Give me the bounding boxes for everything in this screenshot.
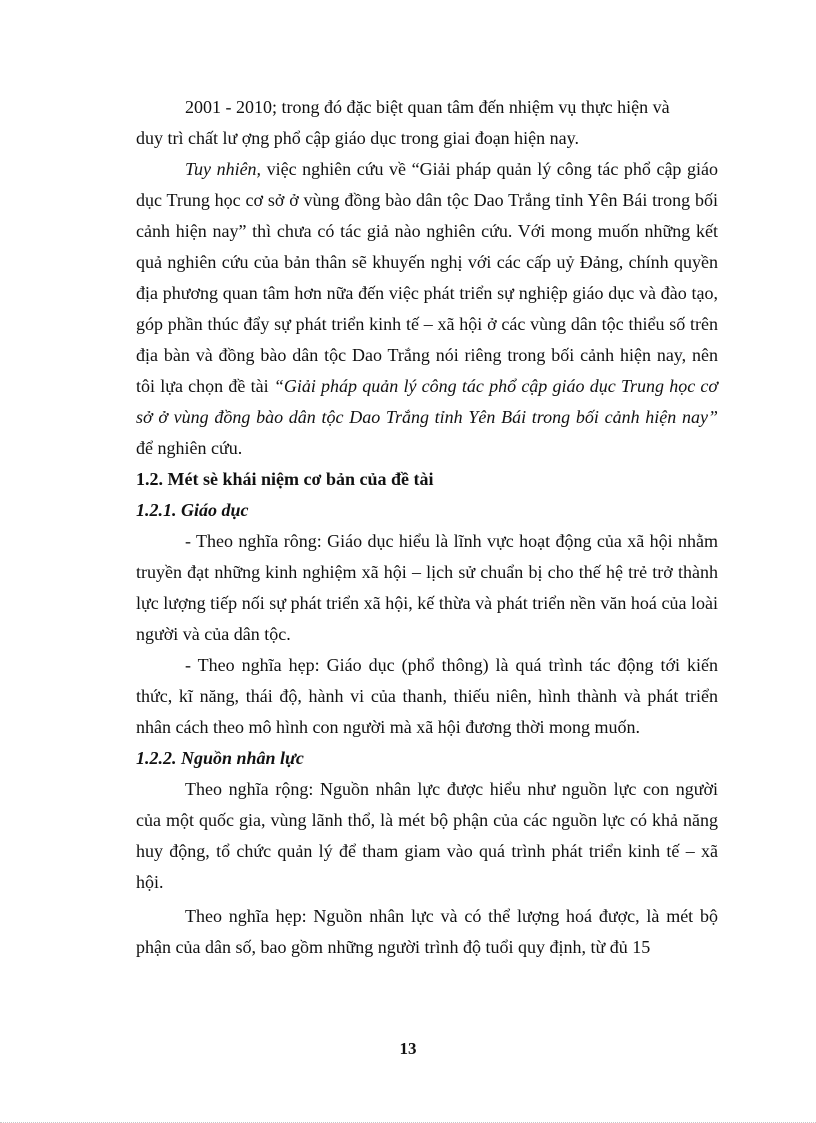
intro-continuation-paragraph (136, 92, 718, 154)
intro-line-1: 2001 - 2010; trong đó đặc biệt quan tâm đến nhiệm vụ thực hiện và (185, 97, 670, 117)
education-narrow-definition: - Theo nghĩa hẹp: Giáo dục (phổ thông) là quá trình tác động tới kiến thức, kĩ năng, thái độ, hành vi của thanh, thiếu niên, hình thành và phát triển nhân cách theo mô hình con người mà xã hội đương thời mong muốn. (136, 655, 718, 737)
intro-line-2: duy trì chất lư ợng phổ cập giáo dục trong giai đoạn hiện nay. (136, 128, 579, 148)
page-number: 13 (399, 1039, 417, 1058)
thesis-title-italic: “Giải pháp quản lý công tác phổ cập giáo dục Trung học cơ sở ở vùng đồng bào dân tộc Dao Trắng tỉnh Yên Bái trong bối cảnh hiện nay” (136, 376, 718, 427)
page-body (136, 92, 718, 963)
section-1-2-heading: 1.2. Mét sè khái niệm cơ bản của đề tài (136, 469, 434, 489)
section-1-2-2-heading: 1.2.2. Nguồn nhân lực (136, 748, 304, 768)
education-broad-definition: - Theo nghĩa rông: Giáo dục hiểu là lĩnh vực hoạt động của xã hội nhằm truyền đạt những kinh nghiệm xã hội – lịch sử chuẩn bị cho thế hệ trẻ trở thành lực lượng tiếp nối sự phát triển xã hội, kế thừa và phát triển nền văn hoá của loài người và của dân tộc. (136, 531, 718, 644)
section-1-2-1-heading: 1.2.1. Giáo dục (136, 500, 249, 520)
however-lead: Tuy nhiên, (185, 159, 262, 179)
research-gap-body: việc nghiên cứu về “Giải pháp quản lý công tác phổ cập giáo dục Trung học cơ sở ở vùng đồng bào dân tộc Dao Trắng tỉnh Yên Bái trong bối cảnh hiện nay” thì chưa có tác giả nào nghiên cứu. Với mong muốn những kết quả nghiên cứu của bản thân sẽ khuyến nghị với các cấp uỷ Đảng, chính quyền địa phương quan tâm hơn nữa đến việc phát triển sự nghiệp giáo dục và đào tạo, góp phần thúc đẩy sự phát triển kinh tế – xã hội ở các vùng dân tộc thiểu số trên địa bàn và đồng bào dân tộc Dao Trắng nói riêng trong bối cảnh hiện nay, nên tôi lựa chọn đề tài (136, 159, 718, 396)
human-resources-broad-definition: Theo nghĩa rộng: Nguồn nhân lực được hiểu như nguồn lực con người của một quốc gia, vùng lãnh thổ, là mét bộ phận của các nguồn lực có khả năng huy động, tổ chức quản lý để tham giam vào quá trình phát triển kinh tế – xã hội. (136, 779, 718, 892)
human-resources-narrow-definition: Theo nghĩa hẹp: Nguồn nhân lực và có thể lượng hoá được, là mét bộ phận của dân số, bao gồm những người trình độ tuổi quy định, từ đủ 15 (136, 906, 718, 957)
research-gap-tail: để nghiên cứu. (136, 438, 243, 458)
research-gap-paragraph (136, 154, 718, 464)
